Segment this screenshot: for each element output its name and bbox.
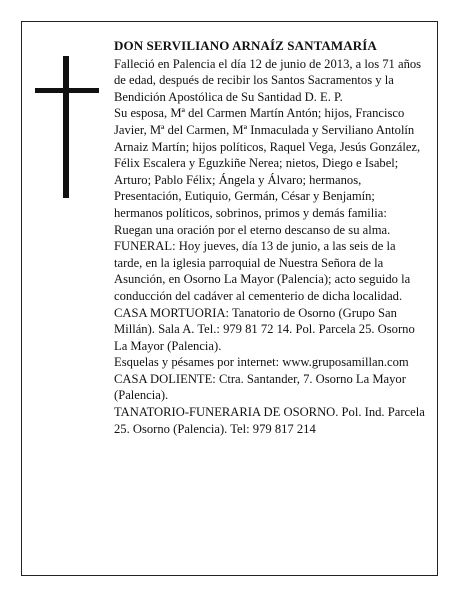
death-announcement: Falleció en Palencia el día 12 de junio de 2013, a los 71 años de edad, después de recibir los Santos Sacramentos y la Bendición Apostólica de Su Santidad D. E. P.	[114, 56, 422, 104]
obituary-text	[114, 38, 426, 437]
prayer-request: Ruegan una oración por el eterno descanso de su alma.	[114, 222, 391, 237]
cross-vertical-bar	[63, 56, 69, 198]
latin-cross-icon	[35, 56, 99, 198]
funeral-company: TANATORIO-FUNERARIA DE OSORNO. Pol. Ind. Parcela 25. Osorno (Palencia). Tel: 979 817 214	[114, 405, 425, 436]
cross-horizontal-bar	[35, 88, 99, 93]
family-list: Su esposa, Mª del Carmen Martín Antón; hijos, Francisco Javier, Mª del Carmen, Mª Inmaculada y Serviliano Antolín Arnaiz Martín; hijos políticos, Raquel Vega, Jesús González, Félix Escalera y Eguzkiñe Nerea; nietos, Diego e Isabel; Arturo; Pablo Félix; Ángela y Álvaro; hermanos, Presentación, Eutiquio, Germán, César y Benjamín; hermanos políticos, sobrinos, primos y demás familia:	[114, 106, 421, 220]
deceased-name: DON SERVILIANO ARNAÍZ SANTAMARÍA	[114, 38, 377, 53]
funeral-details: FUNERAL: Hoy jueves, día 13 de junio, a las seis de la tarde, en la iglesia parroquial de Nuestra Señora de la Asunción, en Osorno La Mayor (Palencia); acto seguido la conducción del cadáver al cementerio de dicha localidad.	[114, 239, 411, 303]
family-home-address: CASA DOLIENTE: Ctra. Santander, 7. Osorno La Mayor (Palencia).	[114, 371, 406, 403]
funeral-home-details: CASA MORTUORIA: Tanatorio de Osorno (Grupo San Millán). Sala A. Tel.: 979 81 72 14. Pol. Parcela 25. Osorno La Mayor (Palencia).	[114, 305, 415, 353]
online-condolences: Esquelas y pésames por internet: www.gruposamillan.com	[114, 355, 409, 370]
